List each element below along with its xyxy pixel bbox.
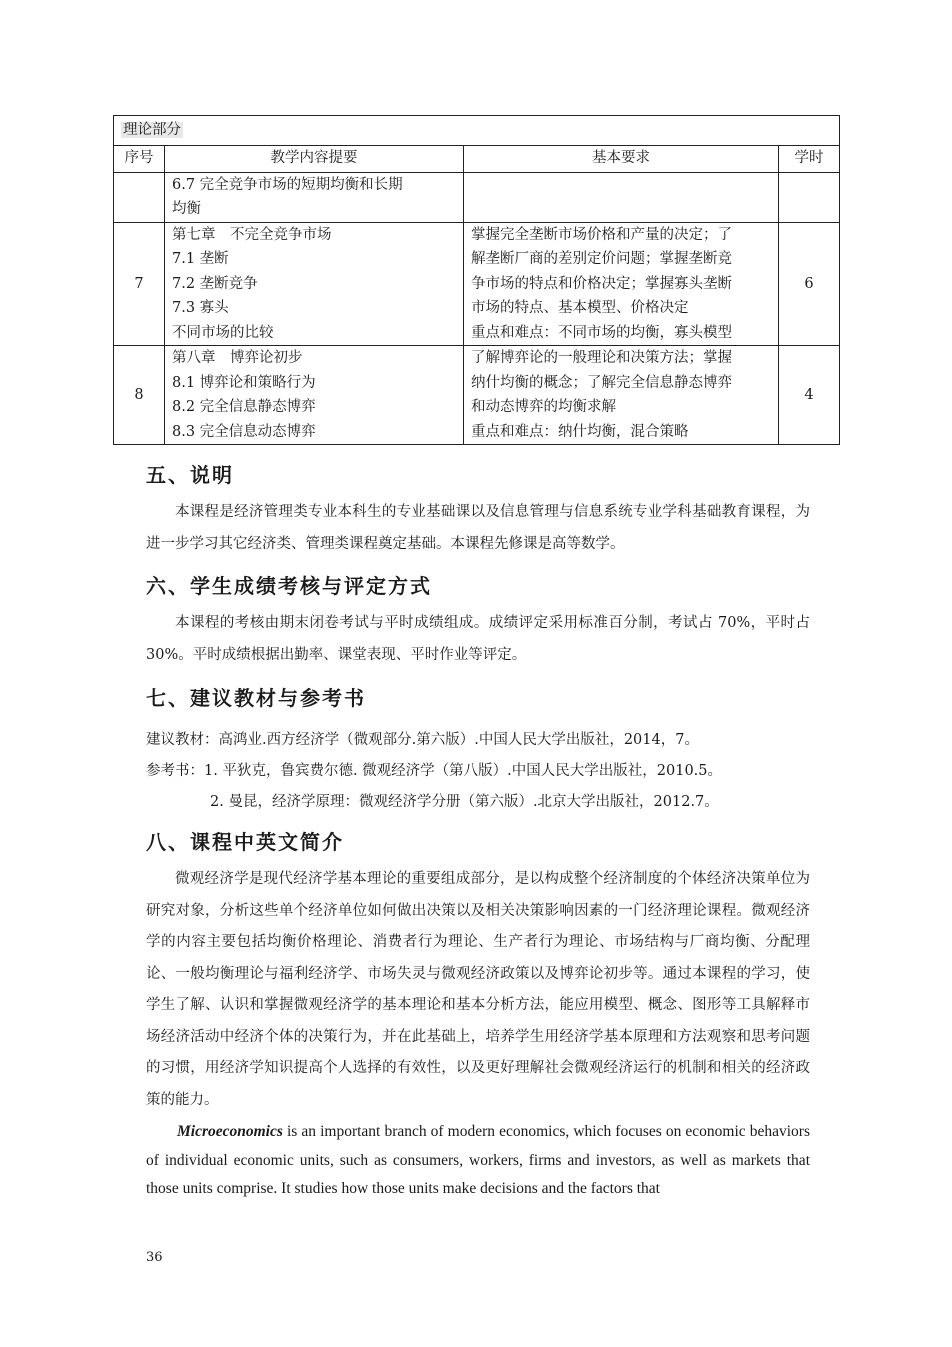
course-name-term: Microeconomics <box>177 1123 283 1140</box>
textbook-line: 建议教材：高鸿业.西方经济学（微观部分.第六版）.中国人民大学出版社，2014，7。 <box>146 732 699 748</box>
section-paragraph-assessment: 本课程的考核由期末闭卷考试与平时成绩组成。成绩评定采用标准百分制，考试占 70%，平时占 30%。平时成绩根据出勤率、课堂表现、平时作业等评定。 <box>146 615 810 663</box>
requirement-line: 了解博弈论的一般理论和决策方法；掌握 <box>471 350 732 366</box>
requirement-line: 解垄断厂商的差别定价问题；掌握垄断竞 <box>471 251 732 267</box>
header-hours: 学时 <box>779 145 840 172</box>
content-line: 均衡 <box>172 201 201 217</box>
content-line: 不同市场的比较 <box>172 324 274 341</box>
row-hours <box>779 172 840 222</box>
content-line: 8.2 完全信息静态博弈 <box>172 399 316 415</box>
table-row <box>114 222 840 346</box>
table-row <box>114 172 840 222</box>
content-line: 7.1 垄断 <box>172 251 229 267</box>
row-content <box>165 172 464 222</box>
section-heading-explanation: 五、说明 <box>146 463 234 487</box>
content-line: 第八章 博弈论初步 <box>172 350 303 366</box>
requirement-line: 争市场的特点和价格决定；掌握寡头垄断 <box>471 275 732 292</box>
row-content <box>165 346 464 445</box>
row-requirements <box>464 172 779 222</box>
requirement-line: 和动态博弈的均衡求解 <box>471 399 616 415</box>
header-content: 教学内容提要 <box>165 145 464 172</box>
content-line: 第七章 不完全竞争市场 <box>172 226 332 243</box>
table-section-title: 理论部分 <box>114 116 840 146</box>
section-paragraph-explanation: 本课程是经济管理类专业本科生的专业基础课以及信息管理与信息系统专业学科基础教育课程，为进一步学习其它经济类、管理类课程奠定基础。本课程先修课是高等数学。 <box>146 504 810 552</box>
row-num: 8 <box>114 346 165 445</box>
row-num <box>114 172 165 222</box>
requirement-line: 纳什均衡的概念；了解完全信息静态博弈 <box>471 374 732 391</box>
row-hours: 4 <box>779 346 840 445</box>
content-line: 7.2 垄断竞争 <box>172 275 258 292</box>
introduction-english-text: is an important branch of modern economics, which focuses on economic behaviors of individual economic units, such as consumers, workers, firms and investors, as well as markets that those units comprise. It studies how those units make decisions and the factors that <box>146 1123 810 1197</box>
section-heading-assessment: 六、学生成绩考核与评定方式 <box>146 574 432 598</box>
table-row <box>114 346 840 445</box>
requirement-line: 重点和难点：纳什均衡，混合策略 <box>471 423 689 440</box>
content-line: 8.1 博弈论和策略行为 <box>172 374 316 391</box>
table-header-row <box>114 145 840 172</box>
content-line: 8.3 完全信息动态博弈 <box>172 423 316 440</box>
header-num: 序号 <box>114 145 165 172</box>
row-num: 7 <box>114 222 165 346</box>
row-requirements <box>464 222 779 346</box>
content-line: 7.3 寡头 <box>172 300 229 316</box>
reference-line-1: 参考书：1. 平狄克，鲁宾费尔德. 微观经济学（第八版）.中国人民大学出版社，2010.5。 <box>146 763 723 779</box>
course-schedule-table <box>113 115 840 445</box>
page-number: 36 <box>146 1250 163 1265</box>
row-hours: 6 <box>779 222 840 346</box>
header-requirements: 基本要求 <box>464 145 779 172</box>
section-heading-introduction: 八、课程中英文简介 <box>146 830 344 854</box>
section-heading-textbooks: 七、建议教材与参考书 <box>146 686 366 710</box>
introduction-english <box>146 1118 810 1204</box>
content-line: 6.7 完全竞争市场的短期均衡和长期 <box>172 176 403 193</box>
requirement-line: 重点和难点：不同市场的均衡，寡头模型 <box>471 324 732 341</box>
requirement-line: 掌握完全垄断市场价格和产量的决定；了 <box>471 226 732 243</box>
requirement-line: 市场的特点、基本模型、价格决定 <box>471 300 689 316</box>
row-content <box>165 222 464 346</box>
row-requirements <box>464 346 779 445</box>
introduction-chinese: 微观经济学是现代经济学基本理论的重要组成部分，是以构成整个经济制度的个体经济决策单位为研究对象，分析这些单个经济单位如何做出决策以及相关决策影响因素的一门经济理论课程。微观经济学的内容主要包括均衡价格理论、消费者行为理论、生产者行为理论、市场结构与厂商均衡、分配理论、一般均衡理论与福利经济学、市场失灵与微观经济政策以及博弈论初步等。通过本课程的学习，使学生了解、认识和掌握微观经济学的基本理论和基本分析方法，能应用模型、概念、图形等工具解释市场经济活动中经济个体的决策行为，并在此基础上，培养学生用经济学基本原理和方法观察和思考问题的习惯，用经济学知识提高个人选择的有效性，以及更好理解社会微观经济运行的机制和相关的经济政策的能力。 <box>146 871 810 1108</box>
reference-line-2: 2. 曼昆，经济学原理：微观经济学分册（第六版）.北京大学出版社，2012.7。 <box>210 794 719 810</box>
